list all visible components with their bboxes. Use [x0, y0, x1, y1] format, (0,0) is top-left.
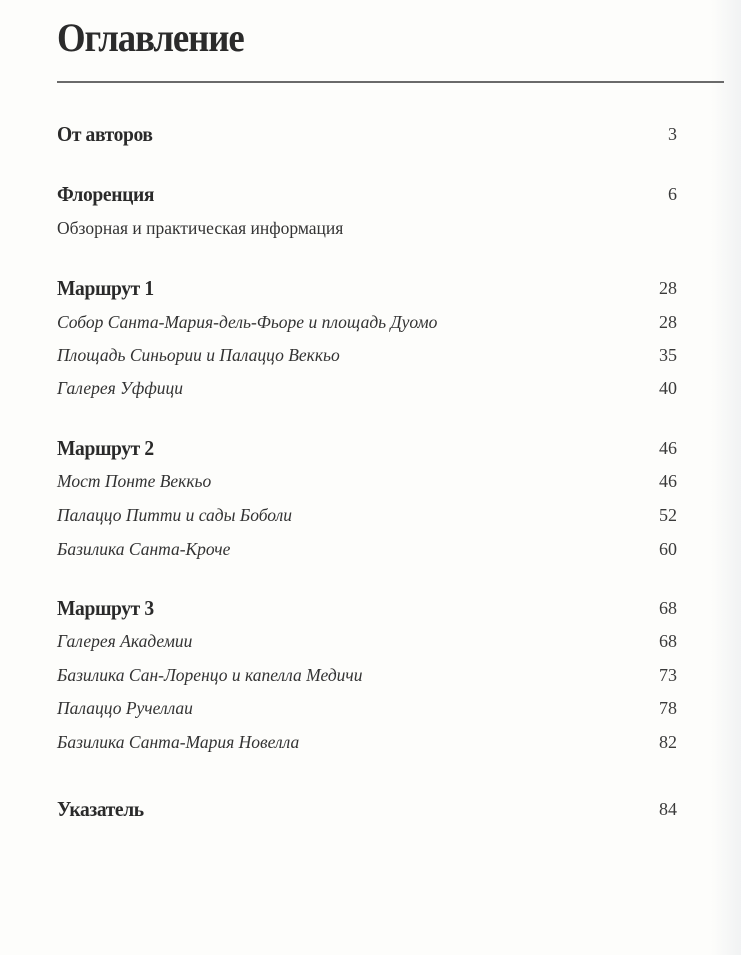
toc-page-number: 84 — [659, 799, 677, 819]
toc-page-number: 46 — [659, 471, 677, 491]
toc-page-number: 60 — [659, 539, 677, 559]
toc-page-number: 35 — [659, 345, 677, 365]
toc-page-number: 78 — [659, 698, 677, 718]
toc-entry-label: Палаццо Питти и сады Боболи — [57, 505, 292, 525]
toc-entry-label: Мост Понте Веккьо — [57, 471, 212, 491]
toc-entry-label: Галерея Академии — [57, 631, 193, 651]
page-title: Оглавление — [57, 15, 244, 60]
toc-page-number: 28 — [659, 278, 677, 298]
toc-page-number: 40 — [659, 378, 677, 398]
toc-entry-label: Галерея Уффици — [57, 378, 184, 398]
toc-entry-label: Указатель — [57, 797, 144, 821]
toc-page-number: 68 — [659, 598, 677, 618]
toc-page-number: 52 — [659, 505, 677, 525]
toc-page-number: 6 — [668, 184, 677, 204]
toc-entry-label: Палаццо Ручеллаи — [57, 698, 193, 718]
toc-entry-label: Площадь Синьории и Палаццо Веккьо — [57, 345, 340, 365]
toc-entry-label: Базилика Санта-Мария Новелла — [57, 732, 300, 752]
toc-entry-label: Собор Санта-Мария-дель-Фьоре и площадь Дуомо — [57, 312, 438, 332]
page-edge-shadow — [711, 0, 741, 955]
toc-entry-label: Флоренция — [57, 182, 155, 206]
toc-page-number: 82 — [659, 732, 677, 752]
toc-page-number: 73 — [659, 665, 677, 685]
toc-entry-label: Обзорная и практическая информация — [57, 218, 344, 238]
toc-entry-label: Базилика Санта-Кроче — [57, 539, 231, 559]
title-divider — [57, 81, 724, 83]
toc-entry-label: Маршрут 1 — [57, 276, 154, 300]
toc-page-number: 28 — [659, 312, 677, 332]
toc-entry-label: От авторов — [57, 122, 153, 146]
toc-entry-label: Базилика Сан-Лоренцо и капелла Медичи — [57, 665, 363, 685]
toc-entry-label: Маршрут 2 — [57, 436, 154, 460]
toc-entry-label: Маршрут 3 — [57, 596, 154, 620]
toc-page-number: 68 — [659, 631, 677, 651]
toc-page-number: 3 — [668, 124, 677, 144]
toc-page-number: 46 — [659, 438, 677, 458]
